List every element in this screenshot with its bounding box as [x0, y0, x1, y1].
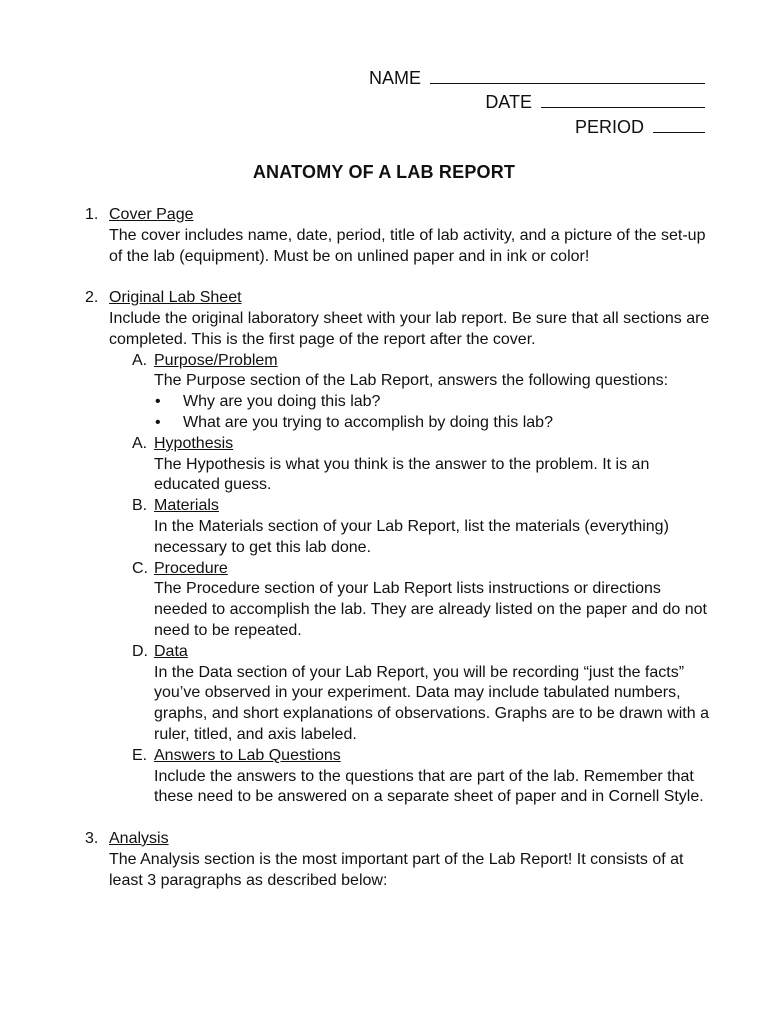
list-item [154, 392, 710, 413]
section-analysis [85, 829, 710, 891]
subsection-body: Include the answers to the questions that are part of the lab. Remember that these need to be answered on a separate sheet of paper and in Cornell Style. [154, 767, 704, 806]
date-line [485, 91, 705, 113]
bullet-list [154, 392, 710, 434]
section-number: 2. [85, 289, 99, 307]
subsection-body: In the Data section of your Lab Report, you will be recording “just the facts” you’ve observed in your experiment. Data may include tabulated numbers, graphs, and short explanations of observations. Graphs are to be drawn with a ruler, titled, and axis labeled. [154, 663, 709, 743]
bullet-text: What are you trying to accomplish by doing this lab? [183, 413, 553, 431]
subsection-heading: Data [154, 642, 188, 660]
subsection-hypothesis [85, 434, 710, 496]
period-label: PERIOD [574, 117, 644, 137]
subsection-letter: D. [132, 642, 148, 660]
list-item [154, 413, 710, 434]
section-body: The Analysis section is the most important part of the Lab Report! It consists of at least 3 paragraphs as described below: [109, 850, 684, 889]
subsection-purpose-problem [85, 351, 710, 434]
subsection-letter: A. [132, 351, 148, 369]
period-blank [653, 116, 705, 133]
subsection-letter: C. [132, 559, 148, 577]
date-label: DATE [485, 92, 532, 112]
subsection-procedure [85, 559, 710, 642]
bullet-text: Why are you doing this lab? [183, 393, 381, 411]
subsection-heading: Purpose/Problem [154, 351, 278, 369]
section-cover-page [85, 205, 710, 267]
section-body: Include the original laboratory sheet with your lab report. Be sure that all sections are completed. This is the first page of the report after the cover. [109, 309, 710, 348]
name-blank [430, 67, 705, 84]
bullet-icon: • [155, 393, 161, 411]
subsection-letter: E. [132, 746, 148, 764]
subsection-heading: Answers to Lab Questions [154, 746, 341, 764]
section-number: 1. [85, 206, 99, 223]
section-number: 3. [85, 829, 99, 847]
subsection-body: The Purpose section of the Lab Report, answers the following questions: [154, 372, 669, 390]
section-heading: Analysis [109, 829, 169, 847]
name-line [369, 67, 705, 89]
page-title: ANATOMY OF A LAB REPORT [252, 162, 516, 182]
section-body: The cover includes name, date, period, title of lab activity, and a picture of the set-up of the lab (equipment). Must be on unlined paper and in ink or color! [109, 226, 706, 265]
subsection-materials [85, 496, 710, 558]
section-heading: Cover Page [109, 206, 194, 223]
subsection-body: The Hypothesis is what you think is the answer to the problem. It is an educated guess. [154, 455, 650, 494]
subsection-letter: A. [132, 434, 148, 452]
subsection-heading: Procedure [154, 559, 228, 577]
subsection-body: In the Materials section of your Lab Report, list the materials (everything) necessary to get this lab done. [154, 517, 669, 556]
subsection-body: The Procedure section of your Lab Report lists instructions or directions needed to accomplish the lab. They are already listed on the paper and do not need to be repeated. [154, 580, 707, 639]
date-blank [541, 91, 705, 108]
bullet-icon: • [155, 413, 161, 431]
subsection-heading: Materials [154, 497, 219, 515]
subsection-letter: B. [132, 497, 148, 515]
name-label: NAME [368, 68, 421, 88]
period-line [575, 116, 705, 138]
section-original-lab-sheet [85, 288, 710, 808]
document-body [85, 205, 710, 891]
subsection-data [85, 642, 710, 746]
section-heading: Original Lab Sheet [109, 289, 242, 307]
subsection-answers [85, 746, 710, 808]
subsection-heading: Hypothesis [154, 434, 234, 452]
